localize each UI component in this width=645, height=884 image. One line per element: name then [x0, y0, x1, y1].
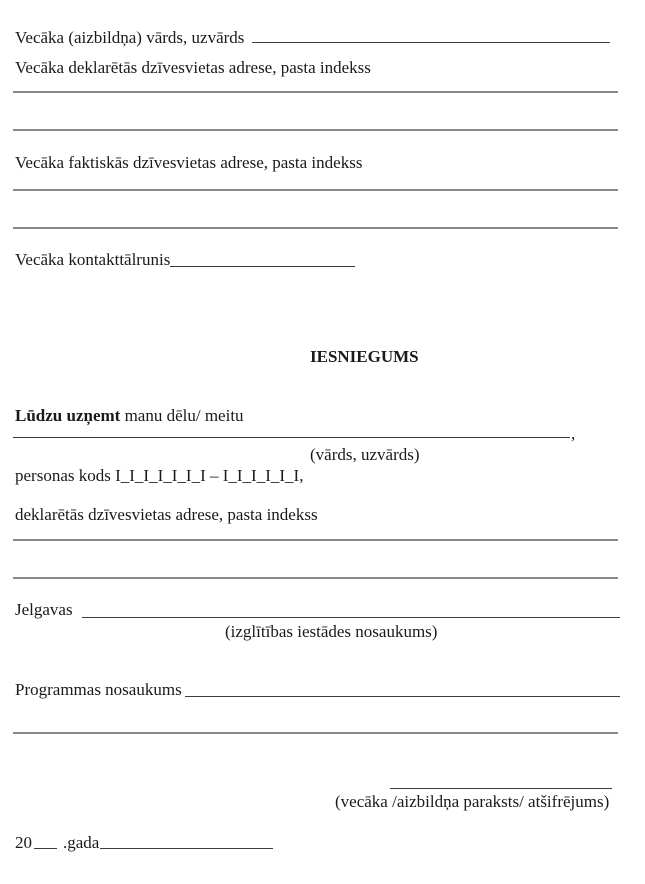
child-declared-address-line-2[interactable] [13, 577, 618, 579]
child-name-field-line[interactable] [13, 437, 570, 438]
program-name-label: Programmas nosaukums [15, 680, 182, 699]
institution-name-field-line[interactable] [82, 617, 620, 618]
parent-actual-address-label: Vecāka faktiskās dzīvesvietas adrese, pasta indekss [15, 153, 363, 172]
child-declared-address-label: deklarētās dzīvesvietas adrese, pasta indekss [15, 505, 318, 524]
date-gada-label: .gada [63, 833, 100, 852]
request-lead-rest: manu dēlu/ meitu [120, 406, 244, 425]
request-sentence [15, 406, 244, 426]
parent-name-field-line[interactable] [252, 42, 610, 43]
parent-phone-field-line[interactable] [170, 266, 355, 267]
child-declared-address-line-1[interactable] [13, 539, 618, 541]
parent-declared-address-line-2[interactable] [13, 129, 618, 131]
date-year-field-line[interactable] [34, 848, 57, 849]
child-name-caption: (vārds, uzvārds) [310, 445, 420, 464]
program-name-field-line-1[interactable] [185, 696, 620, 697]
institution-city-label: Jelgavas [15, 600, 73, 619]
request-lead-bold: Lūdzu uzņemt [15, 406, 121, 425]
date-year-prefix: 20 [15, 833, 32, 852]
program-name-field-line-2[interactable] [13, 732, 618, 734]
personal-code-row [15, 466, 303, 486]
parent-actual-address-line-2[interactable] [13, 227, 618, 229]
form-title: IESNIEGUMS [310, 347, 419, 366]
signature-caption: (vecāka /aizbildņa paraksts/ atšifrējums) [335, 792, 610, 811]
child-name-line-comma: , [571, 424, 576, 443]
parent-phone-label: Vecāka kontakttālrunis [15, 250, 171, 269]
parent-actual-address-line-1[interactable] [13, 189, 618, 191]
personal-code-boxes[interactable]: I_I_I_I_I_I_I – I_I_I_I_I_I, [115, 466, 304, 485]
personal-code-label: personas kods [15, 466, 116, 485]
parent-declared-address-line-1[interactable] [13, 91, 618, 93]
signature-field-line[interactable] [390, 788, 612, 789]
date-field-line[interactable] [100, 848, 273, 849]
parent-name-label: Vecāka (aizbildņa) vārds, uzvārds [15, 28, 245, 47]
institution-caption: (izglītības iestādes nosaukums) [225, 622, 438, 641]
parent-declared-address-label: Vecāka deklarētās dzīvesvietas adrese, pasta indekss [15, 58, 371, 77]
